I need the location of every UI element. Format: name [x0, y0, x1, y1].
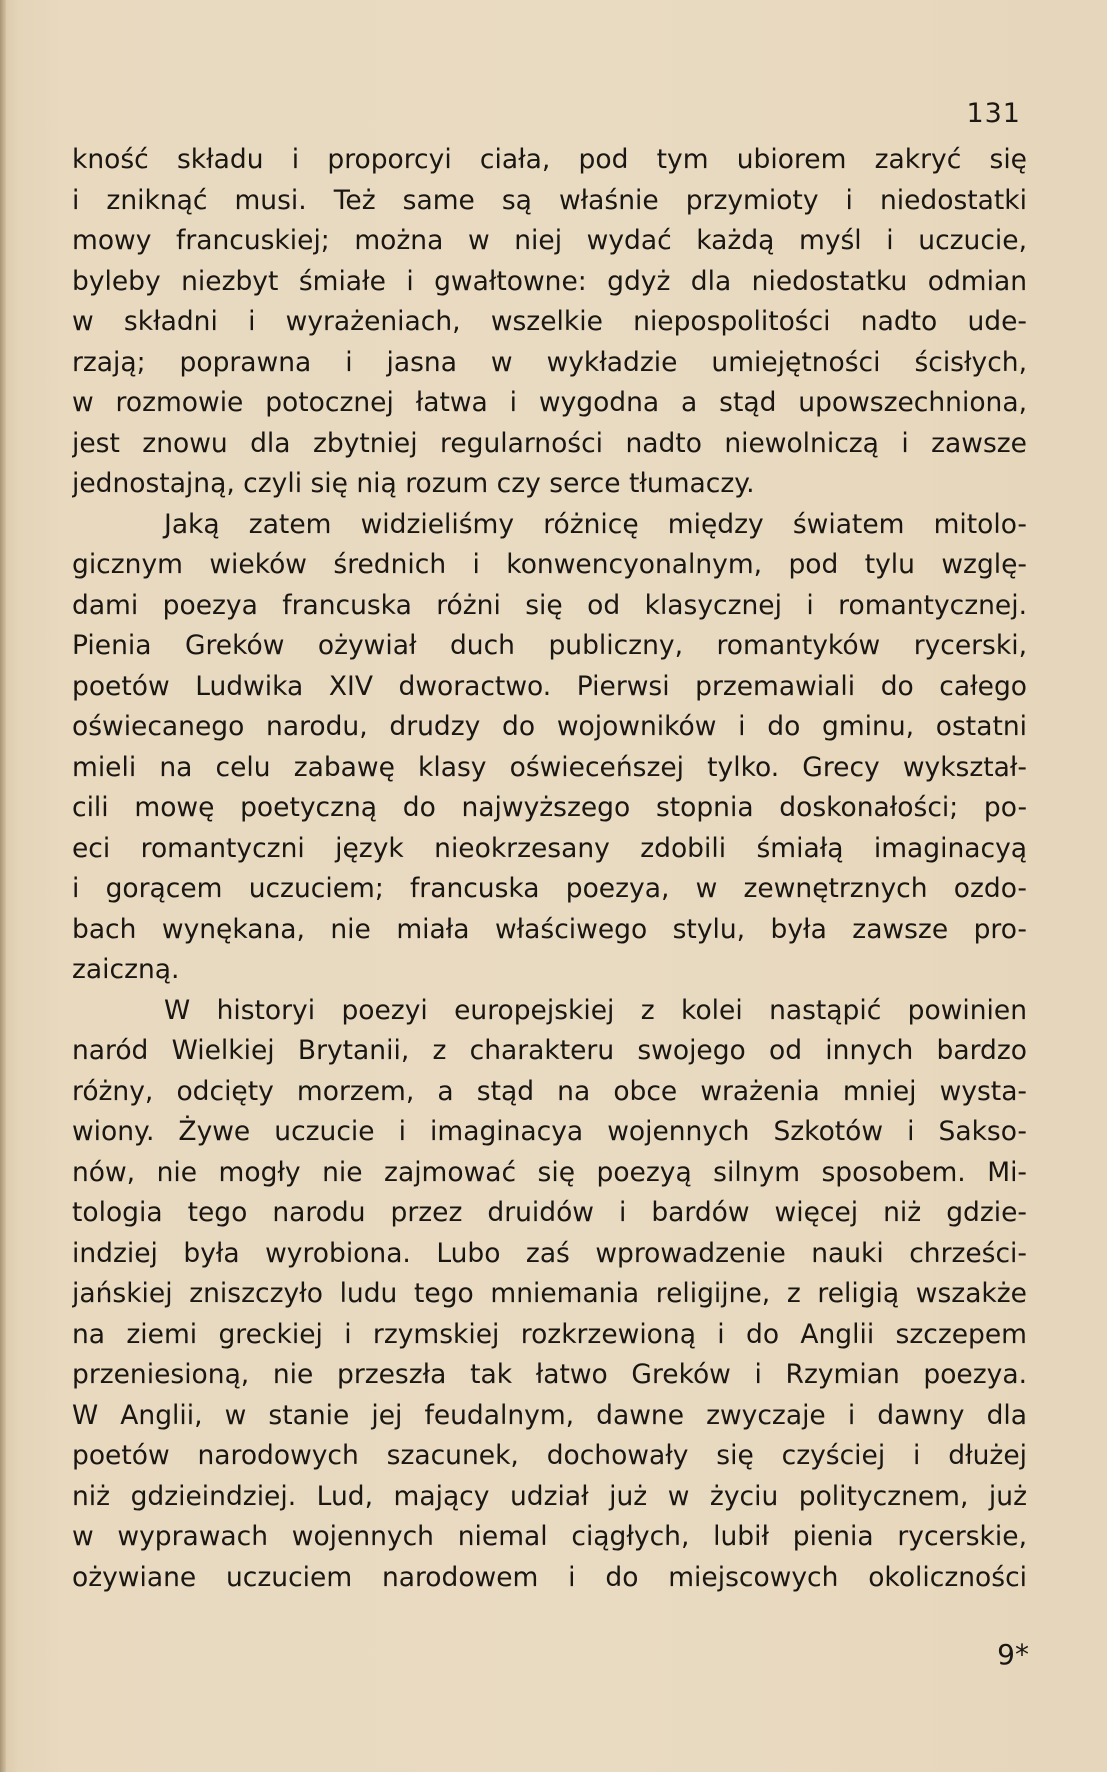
page-binding-edge	[0, 0, 6, 1772]
text-line: ożywiane uczuciem narodowem i do miejscowych okoliczności	[72, 1561, 1027, 1593]
text-line: poetów narodowych szacunek, dochowały się czyściej i dłużej	[72, 1440, 1027, 1471]
text-line: Jaką zatem widzieliśmy różnicę między światem mitolo-	[164, 508, 1027, 540]
text-line: jest znowu dla zbytniej regularności nadto niewolniczą i zawsze	[72, 427, 1027, 459]
text-line: cili mowę poetyczną do najwyższego stopnia doskonałości; po-	[72, 792, 1027, 823]
text-line: przeniesioną, nie przeszła tak łatwo Greków i Rzymian poezya.	[72, 1359, 1027, 1390]
page-number: 131	[966, 98, 1021, 129]
text-line: gicznym wieków średnich i konwencyonalnym, pod tylu wzglę-	[72, 549, 1027, 580]
text-line: W Anglii, w stanie jej feudalnym, dawne zwyczaje i dawny dla	[72, 1399, 1027, 1431]
text-line: eci romantyczni język nieokrzesany zdobili śmiałą imaginacyą	[72, 832, 1027, 864]
text-line: zaiczną.	[72, 954, 180, 985]
text-line: W historyi poezyi europejskiej z kolei nastąpić powinien	[164, 994, 1027, 1026]
body-text	[72, 140, 1027, 1598]
text-line: naród Wielkiej Brytanii, z charakteru swojego od innych bardzo	[72, 1035, 1027, 1066]
signature-mark: 9*	[997, 1638, 1029, 1671]
text-line: indziej była wyrobiona. Lubo zaś wprowadzenie nauki chrześci-	[72, 1237, 1027, 1269]
text-line: mowy francuskiej; można w niej wydać każdą myśl i uczucie,	[72, 225, 1027, 256]
text-line: dami poezya francuska różni się od klasycznej i romantycznej.	[72, 589, 1027, 621]
text-line: Pienia Greków ożywiał duch publiczny, romantyków rycerski,	[72, 630, 1027, 661]
text-line: w składni i wyrażeniach, wszelkie niepospolitości nadto ude-	[72, 306, 1027, 337]
text-line: tologia tego narodu przez druidów i bardów więcej niż gdzie-	[72, 1197, 1027, 1228]
text-line: kność składu i proporcyi ciała, pod tym ubiorem zakryć się	[72, 144, 1027, 175]
text-line: oświecanego narodu, drudzy do wojowników i do gminu, ostatni	[72, 711, 1027, 742]
text-line: w wyprawach wojennych niemal ciągłych, lubił pienia rycerskie,	[72, 1521, 1027, 1552]
text-line: jańskiej zniszczyło ludu tego mniemania religijne, z religią wszakże	[72, 1278, 1027, 1309]
text-line: w rozmowie potocznej łatwa i wygodna a stąd upowszechniona,	[72, 387, 1027, 418]
text-line: i gorącem uczuciem; francuska poezya, w zewnętrznych ozdo-	[72, 873, 1027, 904]
text-line: różny, odcięty morzem, a stąd na obce wrażenia mniej wysta-	[72, 1075, 1027, 1107]
text-line: bach wynękana, nie miała właściwego stylu, była zawsze pro-	[72, 913, 1027, 945]
text-line: poetów Ludwika XIV dworactwo. Pierwsi przemawiali do całego	[72, 670, 1027, 702]
text-line: rzają; poprawna i jasna w wykładzie umiejętności ścisłych,	[72, 346, 1027, 378]
text-line: na ziemi greckiej i rzymskiej rozkrzewioną i do Anglii szczepem	[72, 1318, 1027, 1350]
text-line: mieli na celu zabawę klasy oświeceńszej tylko. Grecy wykształ-	[72, 751, 1027, 783]
text-line: i zniknąć musi. Też same są właśnie przymioty i niedostatki	[72, 184, 1027, 216]
text-line: jednostajną, czyli się nią rozum czy serce tłumaczy.	[72, 468, 755, 499]
text-line: niż gdzieindziej. Lud, mający udział już w życiu politycznem, już	[72, 1480, 1027, 1512]
text-line: byleby niezbyt śmiałe i gwałtowne: gdyż dla niedostatku odmian	[72, 265, 1027, 297]
text-line: wiony. Żywe uczucie i imaginacya wojennych Szkotów i Sakso-	[72, 1116, 1027, 1147]
text-line: nów, nie mogły nie zajmować się poezyą silnym sposobem. Mi-	[72, 1156, 1027, 1188]
